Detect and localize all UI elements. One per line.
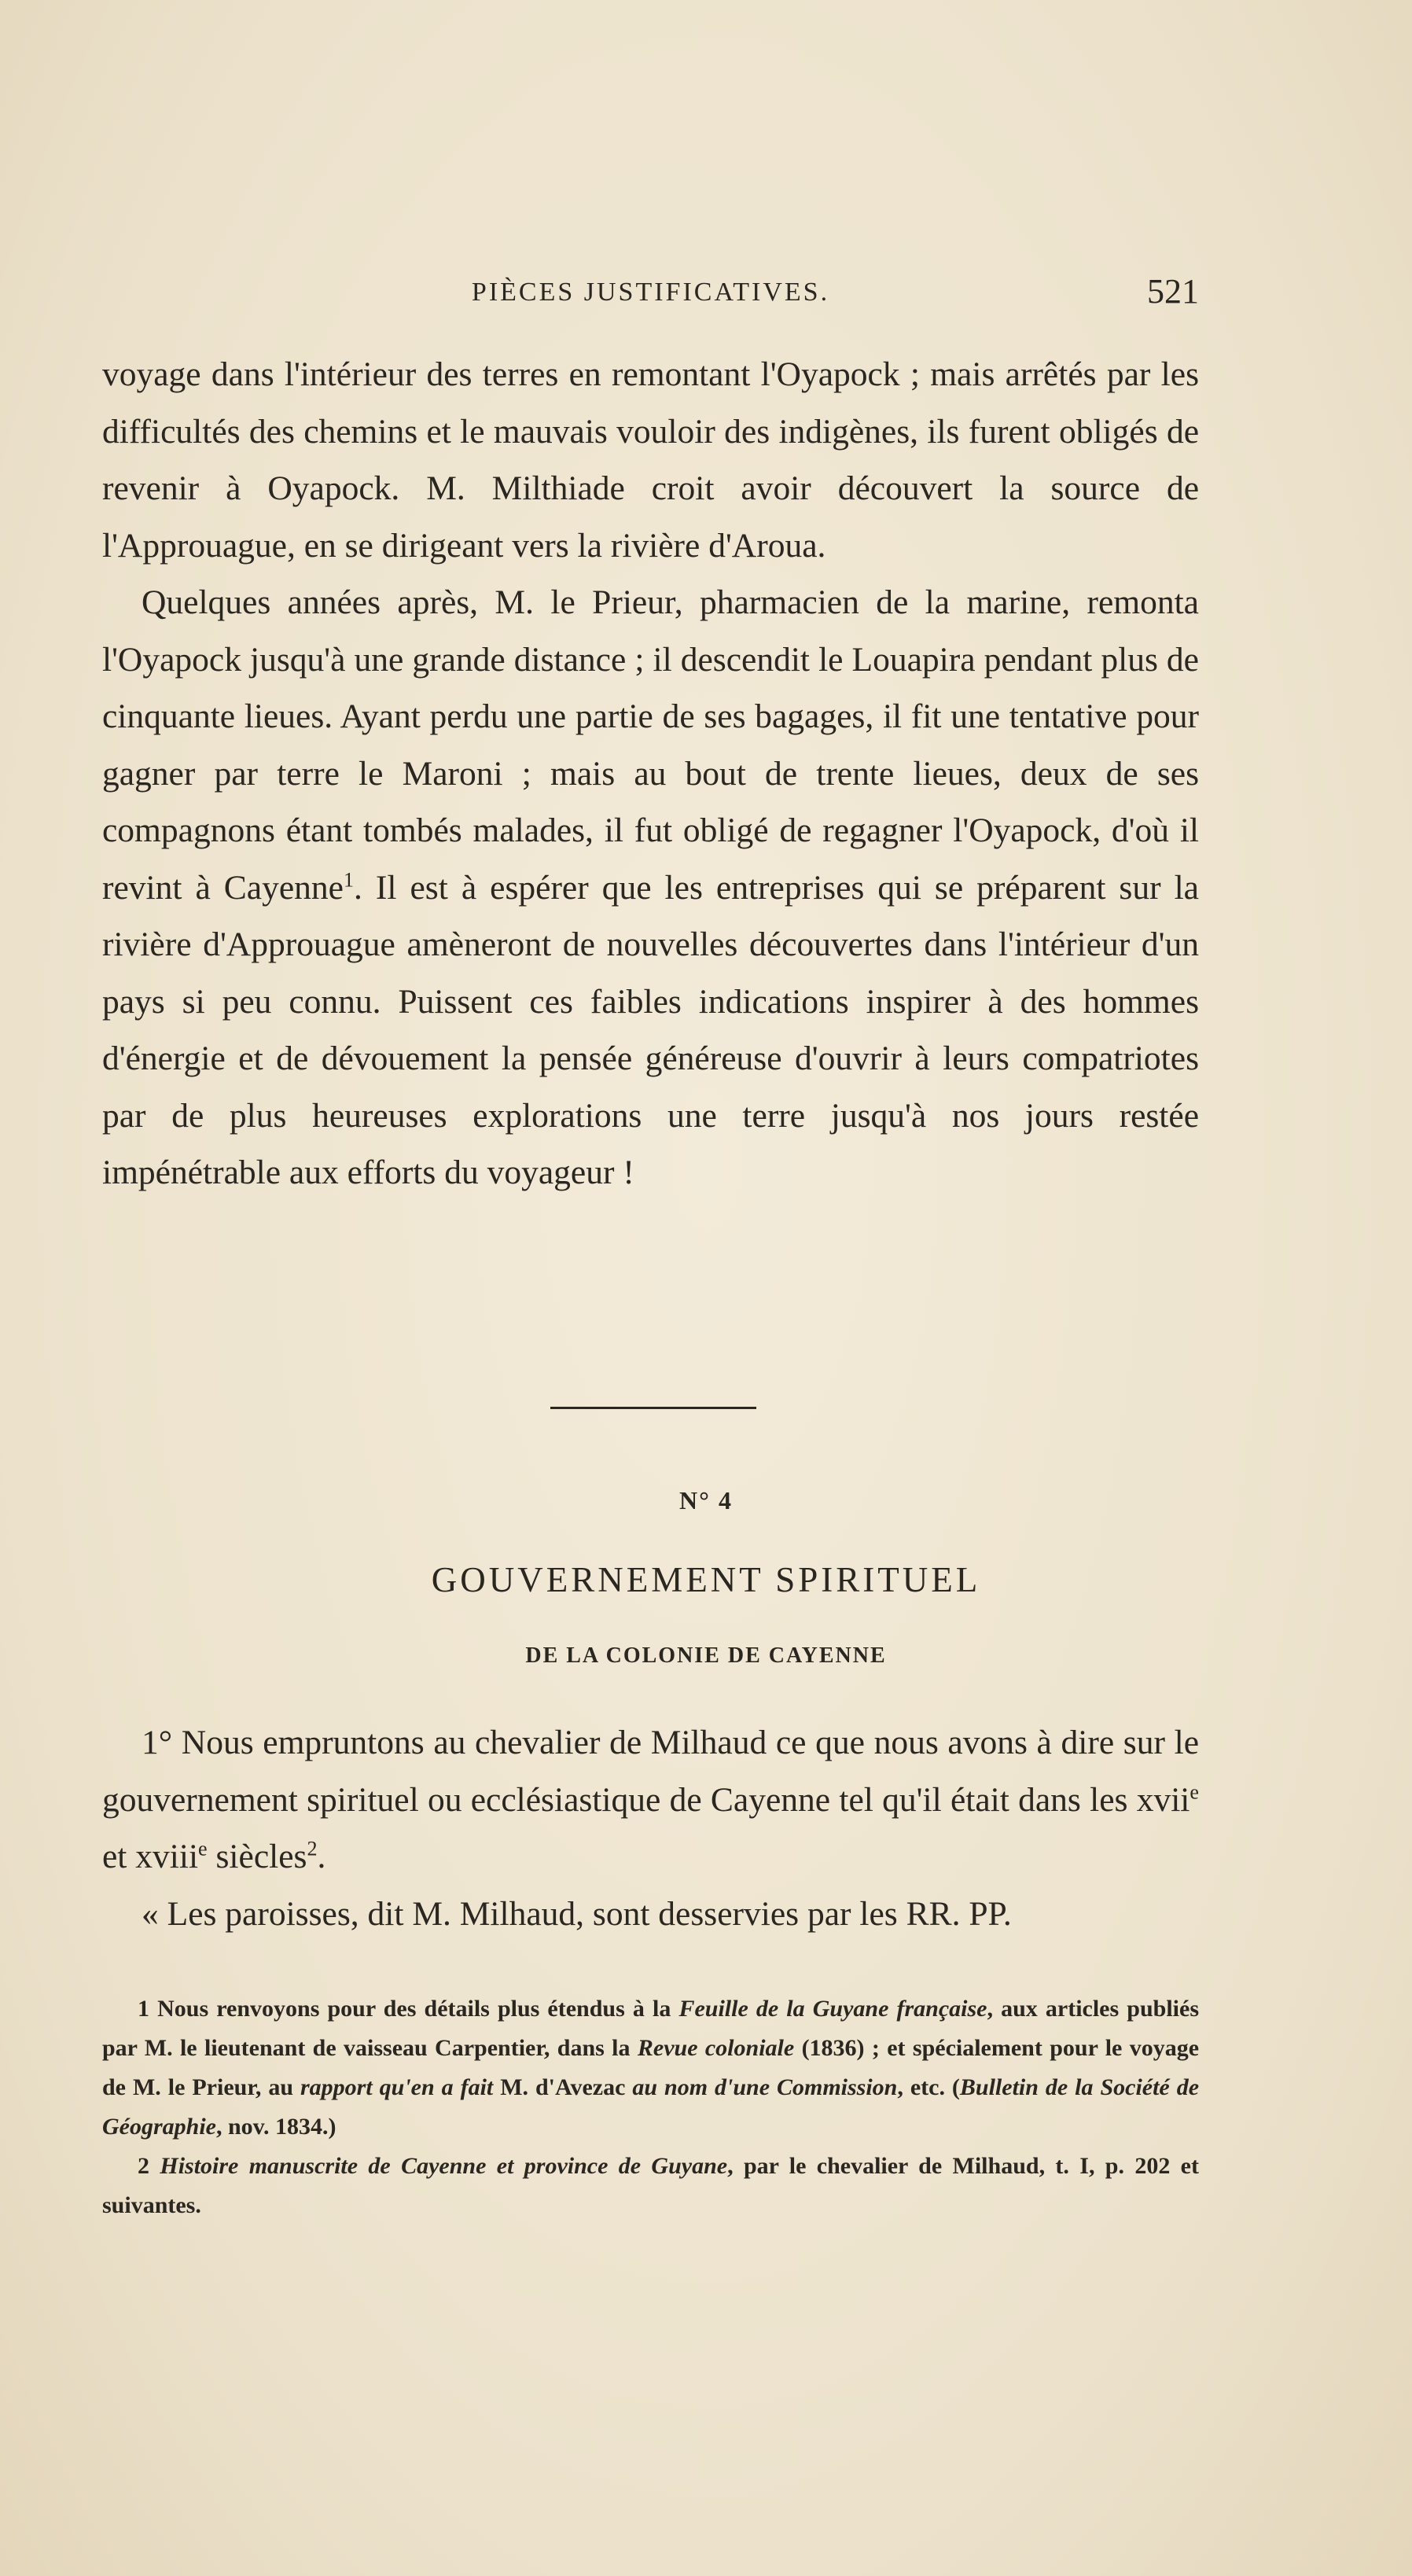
footnote-2	[102, 2147, 1199, 2225]
running-title: PIÈCES JUSTIFICATIVES.	[471, 278, 830, 307]
footnote-text: , nov. 1834.)	[216, 2114, 336, 2140]
superscript: e	[198, 1837, 208, 1860]
footnote-ref: 1	[343, 868, 355, 891]
footnote-title: Feuille de la Guyane française	[678, 1996, 987, 2022]
body-text-section	[102, 1714, 1199, 1942]
footnote-text: M. d'Avezac	[500, 2074, 626, 2100]
footnote-text: , par le chevalier de Milhaud, t. I, p. 202 et suivantes.	[102, 2153, 1199, 2218]
section-subtitle: DE LA COLONIE DE CAYENNE	[525, 1643, 887, 1668]
footnote-ref: 2	[307, 1837, 318, 1860]
running-head	[102, 271, 1199, 318]
paragraph-text: et xviii	[102, 1838, 199, 1875]
section-title: GOUVERNEMENT SPIRITUEL	[431, 1560, 981, 1599]
footnote-text: 1 Nous renvoyons pour des détails plus étendus à la	[138, 1996, 671, 2022]
paragraph: « Les paroisses, dit M. Milhaud, sont desservies par les RR. PP.	[142, 1894, 1012, 1933]
page-number: 521	[1147, 272, 1199, 311]
footnote-title: Bulletin de la Société de Géographie	[102, 2074, 1200, 2140]
body-text	[102, 346, 1199, 1202]
paragraph-text: . Il est à espérer que les entreprises qui se préparent sur la rivière d'Approuague amèneront de nouvelles découvertes dans l'intérieur d'un pays si peu connu. Puissent ces faibles indications inspirer à des hommes d'énergie et de dévouement la pensée généreuse d'ouvrir à leurs compatriotes par de plus heureuses explorations une terre jusqu'à nos jours restée impénétrable aux efforts du voyageur !	[102, 868, 1199, 1191]
footnote-title: Revue coloniale	[637, 2035, 795, 2061]
section-divider	[550, 1407, 756, 1409]
footnotes	[102, 1989, 1199, 2225]
paragraph	[102, 1714, 1199, 1886]
footnote-text: , etc. (	[897, 2074, 960, 2100]
footnote-text: 2	[138, 2153, 149, 2179]
footnote-title: au nom d'une Commission	[632, 2074, 898, 2100]
footnote-title: rapport qu'en a fait	[300, 2074, 494, 2100]
paragraph-text: siècles	[207, 1838, 307, 1875]
footnote-1	[102, 1989, 1199, 2147]
paragraph-text: 1° Nous empruntons au chevalier de Milhaud ce que nous avons à dire sur le gouvernement spirituel ou ecclésiastique de Cayenne tel qu'il était dans les xvii	[102, 1724, 1199, 1819]
paragraph-text: .	[317, 1838, 326, 1875]
footnote-text: , aux articles publiés par M. le lieutenant de vaisseau Carpentier, dans la	[102, 1996, 1199, 2061]
paragraph-text: Quelques années après, M. le Prieur, pharmacien de la marine, remonta l'Oyapock jusqu'à une grande distance ; il descendit le Louapira pendant plus de cinquante lieues. Ayant perdu une partie de ses bagages, il fit une tentative pour gagner par terre le Maroni ; mais au bout de trente lieues, deux de ses compagnons étant tombés malades, il fut obligé de regagner l'Oyapock, d'où il revint à Cayenne	[102, 583, 1199, 907]
footnote-text: (1836) ; et spécialement pour le voyage de M. le Prieur, au	[102, 2035, 1200, 2100]
paragraph	[102, 574, 1199, 1202]
footnote-title: Histoire manuscrite de Cayenne et province de Guyane	[160, 2153, 728, 2179]
section-number: N° 4	[679, 1486, 733, 1514]
superscript: e	[1190, 1780, 1199, 1803]
paragraph: voyage dans l'intérieur des terres en remontant l'Oyapock ; mais arrêtés par les difficultés des chemins et le mauvais vouloir des indigènes, ils furent obligés de revenir à Oyapock. M. Milthiade croit avoir découvert la source de l'Approuague, en se dirigeant vers la rivière d'Aroua.	[102, 355, 1199, 565]
